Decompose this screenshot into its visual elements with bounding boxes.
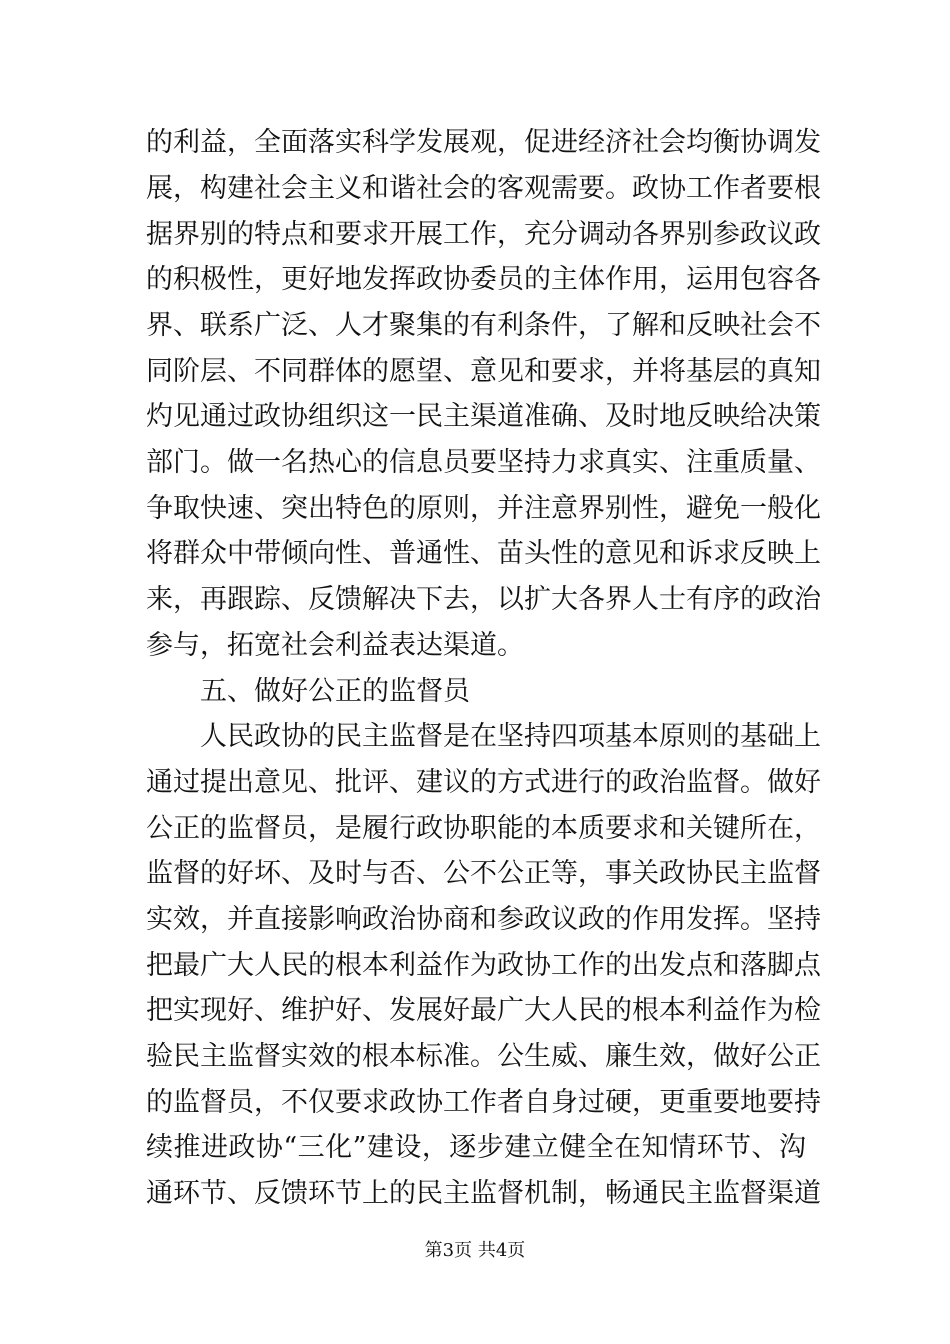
- paragraph-line: 来，再跟踪、反馈解决下去，以扩大各界人士有序的政治: [146, 584, 821, 615]
- paragraph-line: 的积极性，更好地发挥政协委员的主体作用，运用包容各: [146, 264, 821, 295]
- paragraph-line: 公正的监督员，是履行政协职能的本质要求和关键所在，: [146, 813, 821, 844]
- paragraph-line: 灼见通过政协组织这一民主渠道准确、及时地反映给决策: [146, 401, 821, 432]
- page-number-footer: 第3页 共4页: [424, 1240, 526, 1261]
- paragraph-line: 参与，拓宽社会利益表达渠道。: [146, 630, 524, 661]
- paragraph-line: 界、联系广泛、人才聚集的有利条件，了解和反映社会不: [146, 310, 821, 341]
- paragraph-line: 通过提出意见、批评、建议的方式进行的政治监督。做好: [146, 767, 821, 798]
- paragraph-line: 人民政协的民主监督是在坚持四项基本原则的基础上: [200, 721, 821, 752]
- paragraph-line: 验民主监督实效的根本标准。公生威、廉生效，做好公正: [146, 1041, 821, 1072]
- paragraph-line: 的监督员，不仅要求政协工作者自身过硬，更重要地要持: [146, 1087, 821, 1118]
- paragraph-line: 续推进政协“三化”建设，逐步建立健全在知情环节、沟: [146, 1132, 806, 1163]
- paragraph-line: 展，构建社会主义和谐社会的客观需要。政协工作者要根: [146, 173, 821, 204]
- paragraph-line: 把最广大人民的根本利益作为政协工作的出发点和落脚点: [146, 950, 821, 981]
- paragraph-line: 的利益，全面落实科学发展观，促进经济社会均衡协调发: [146, 127, 821, 158]
- section-heading: 五、做好公正的监督员: [200, 676, 470, 707]
- paragraph-line: 把实现好、维护好、发展好最广大人民的根本利益作为检: [146, 995, 821, 1026]
- paragraph-line: 同阶层、不同群体的愿望、意见和要求，并将基层的真知: [146, 356, 821, 387]
- paragraph-line: 将群众中带倾向性、普通性、苗头性的意见和诉求反映上: [146, 538, 821, 569]
- paragraph-line: 监督的好坏、及时与否、公不公正等，事关政协民主监督: [146, 858, 821, 889]
- paragraph-line: 据界别的特点和要求开展工作，充分调动各界别参政议政: [146, 219, 821, 250]
- paragraph-line: 通环节、反馈环节上的民主监督机制，畅通民主监督渠道: [146, 1178, 821, 1209]
- paragraph-line: 实效，并直接影响政治协商和参政议政的作用发挥。坚持: [146, 904, 821, 935]
- paragraph-line: 争取快速、突出特色的原则，并注意界别性，避免一般化: [146, 493, 821, 524]
- paragraph-line: 部门。做一名热心的信息员要坚持力求真实、注重质量、: [146, 447, 821, 478]
